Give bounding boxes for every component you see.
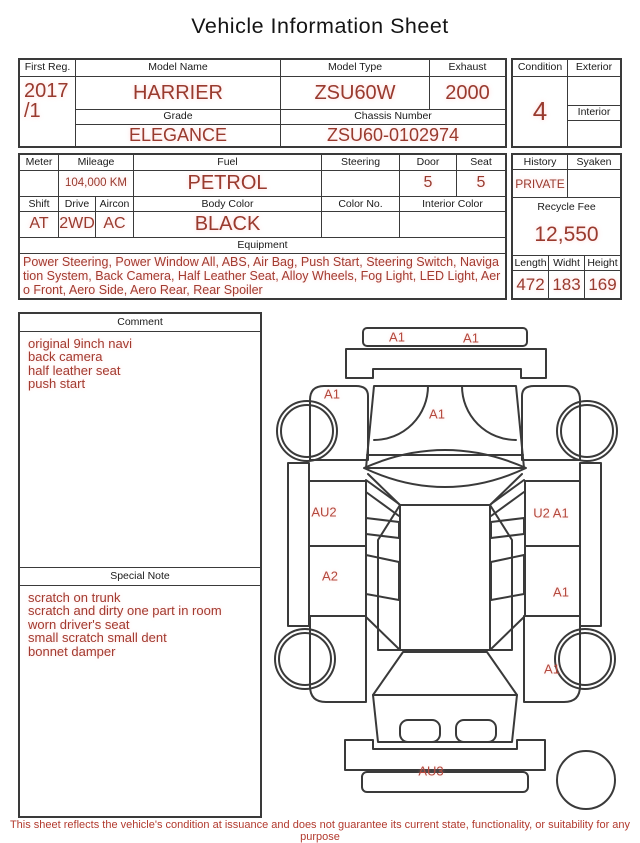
fuel-value: PETROL	[187, 171, 268, 194]
exhaust-label: Exhaust	[430, 60, 505, 77]
aircon-value: AC	[103, 215, 126, 233]
condition-label: Condition	[513, 60, 567, 77]
special-note-line: bonnet damper	[28, 643, 116, 659]
length-value: 472	[516, 274, 545, 294]
chassis-value: ZSU60-0102974	[326, 125, 460, 145]
special-note-line: worn driver's seat	[28, 616, 130, 632]
equipment-label: Equipment	[20, 238, 505, 254]
special-note-section	[20, 567, 260, 816]
condition-value: 4	[532, 96, 548, 126]
mileage-value: 104,000 KM	[64, 177, 127, 190]
steering-label: Steering	[322, 155, 400, 170]
notes-panel	[18, 312, 262, 818]
recycle-fee-label: Recycle Fee	[537, 201, 596, 213]
special-note-label: Special Note	[20, 568, 260, 586]
condition-box	[511, 58, 622, 148]
special-note-line: scratch and dirty one part in room	[28, 603, 222, 619]
damage-mark-right-rear-fender: A1	[544, 661, 560, 677]
car-outline-drawing	[266, 312, 640, 818]
fuel-label: Fuel	[134, 155, 322, 170]
special-note-line: scratch on trunk	[28, 590, 121, 605]
chassis-label: Chassis Number	[281, 110, 505, 125]
exterior-label: Exterior	[568, 60, 620, 77]
comment-label: Comment	[20, 314, 260, 332]
shift-value: AT	[29, 215, 49, 233]
first-reg-year: 2017	[24, 80, 69, 102]
comment-line: original 9inch navi	[28, 336, 133, 351]
grade-value: ELEGANCE	[128, 125, 228, 145]
comment-line: push start	[28, 376, 86, 392]
door-value: 5	[423, 174, 433, 192]
meter-label: Meter	[20, 155, 59, 170]
damage-mark-right-rear-door: A1	[553, 584, 569, 600]
width-value: 183	[552, 274, 581, 294]
length-label: Length	[513, 256, 549, 270]
damage-mark-left-rear-door: A2	[322, 568, 338, 584]
drive-label: Drive	[59, 197, 96, 211]
grade-label: Grade	[76, 110, 280, 125]
history-value: PRIVATE	[515, 176, 565, 191]
width-label: Widht	[549, 256, 585, 270]
damage-mark-hood: A1	[429, 406, 445, 422]
car-diagram	[266, 312, 640, 818]
first-reg-label: First Reg.	[20, 60, 75, 77]
equipment-list: Power Steering, Power Window All, ABS, Air Bag, Push Start, Steering Switch, Navigation System, Back Camera, Half Leather Seat, Alloy Wheels, Fog Light, LED Light, Aero Front, Aero Side, Aero Rear, Rear Spoiler	[23, 255, 501, 298]
drive-value: 2WD	[59, 215, 95, 233]
model-name-value: HARRIER	[132, 81, 223, 104]
disclaimer-text: This sheet reflects the vehicle's condition at issuance and does not guarantee its current state, functionality, or suitability for any purpose	[9, 819, 631, 843]
seat-value: 5	[476, 174, 486, 192]
model-type-value: ZSU60W	[314, 81, 396, 104]
first-reg-month: /1	[24, 100, 41, 122]
damage-mark-front-strip-left: A1	[389, 329, 405, 345]
shift-label: Shift	[20, 197, 59, 211]
recycle-fee-value: 12,550	[534, 223, 599, 246]
page-title: Vehicle Information Sheet	[191, 14, 449, 38]
history-label: History	[513, 155, 568, 169]
comment-line: back camera	[28, 349, 103, 365]
seat-label: Seat	[470, 156, 492, 168]
color-no-label: Color No.	[322, 197, 400, 211]
damage-mark-left-front-fender: A1	[324, 386, 340, 402]
interior-color-label: Interior Color	[422, 197, 483, 210]
mileage-label: Mileage	[59, 155, 134, 170]
damage-mark-front-strip-right: A1	[463, 330, 479, 346]
registration-table	[18, 58, 507, 148]
aircon-label: Aircon	[96, 197, 134, 211]
door-label: Door	[400, 155, 457, 170]
model-name-label: Model Name	[76, 60, 280, 77]
body-color-value: BLACK	[194, 212, 261, 235]
body-color-label: Body Color	[134, 197, 322, 211]
height-label: Height	[587, 257, 618, 269]
damage-mark-right-front-door: U2 A1	[533, 505, 569, 521]
interior-label: Interior	[568, 106, 620, 121]
spec-table	[18, 153, 507, 300]
height-value: 169	[588, 274, 617, 294]
comment-line: half leather seat	[28, 362, 121, 378]
special-note-line: small scratch small dent	[28, 630, 167, 646]
exhaust-value: 2000	[445, 81, 490, 104]
syaken-label: Syaken	[576, 156, 612, 168]
damage-mark-rear-strip: AU3	[418, 763, 444, 779]
comment-section	[20, 314, 260, 567]
model-type-label: Model Type	[281, 60, 429, 77]
history-box	[511, 153, 622, 300]
damage-mark-left-front-door: AU2	[311, 504, 337, 520]
